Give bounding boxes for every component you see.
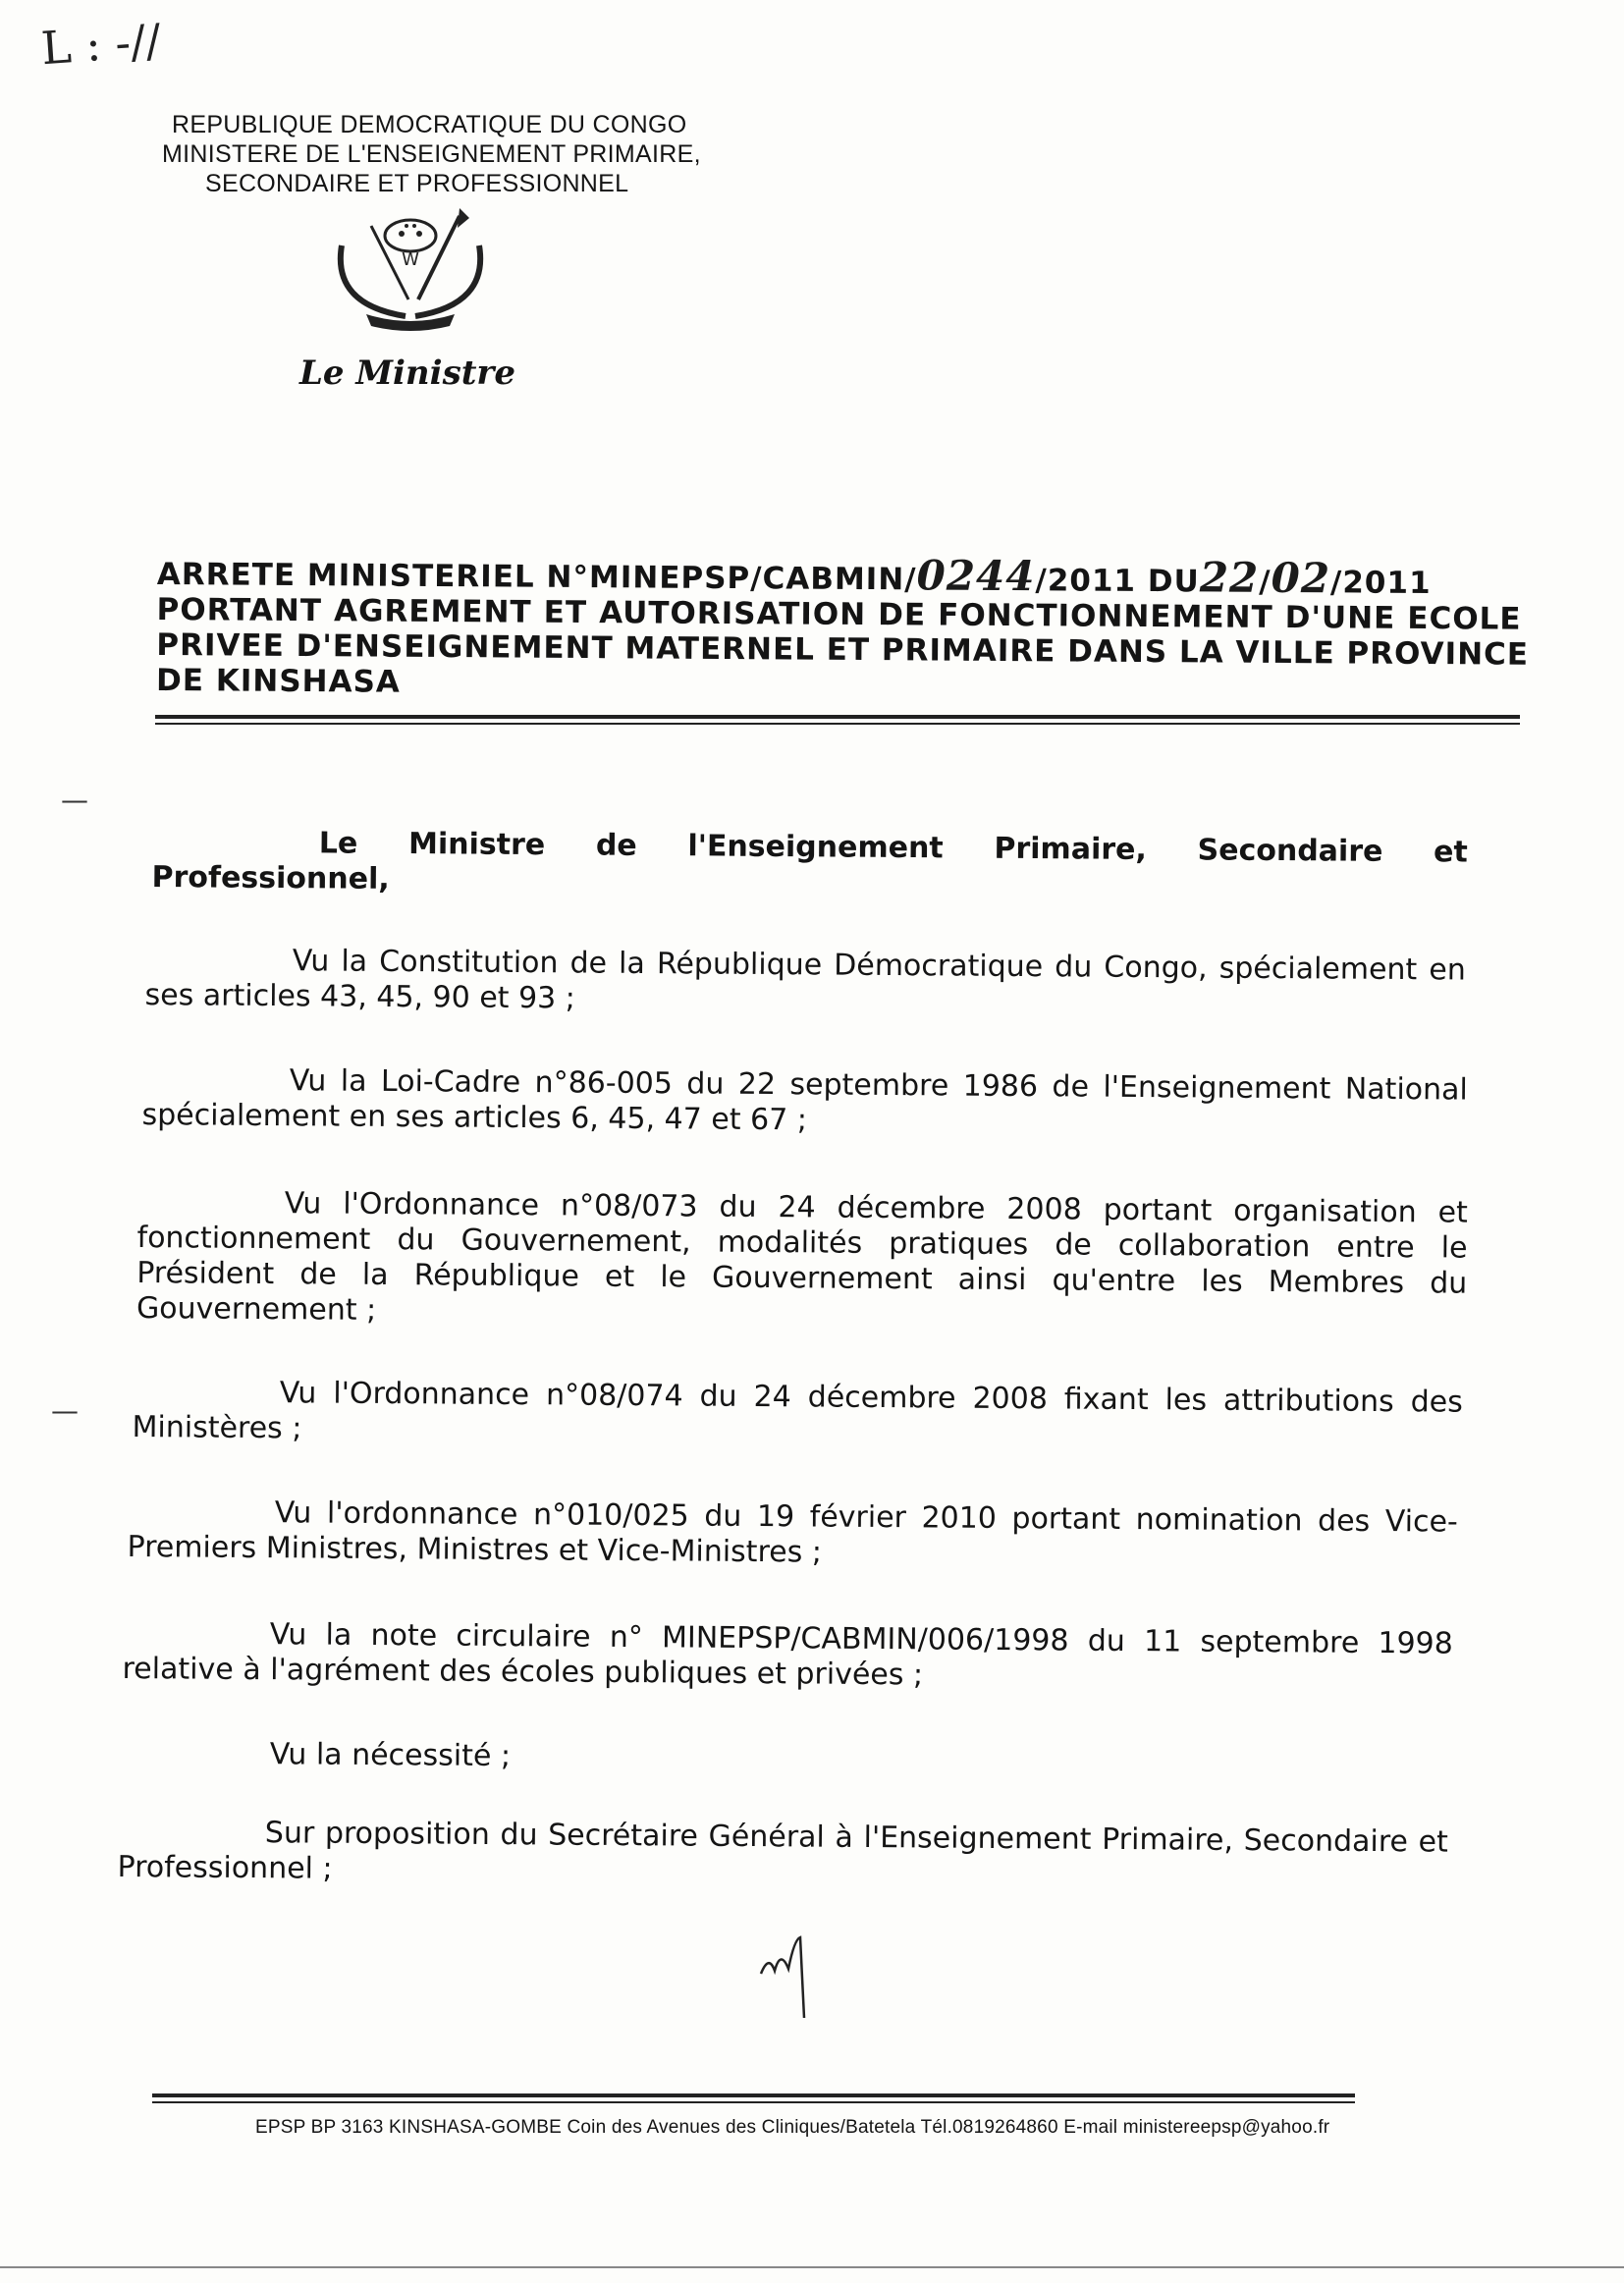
header-ministry-sub: SECONDAIRE ET PROFESSIONNEL: [205, 170, 629, 197]
paragraph-ordonnance-073: Vu l'Ordonnance n°08/073 du 24 décembre 2008 portant organisation et fonctionnement du Gouvernement, modalités pratiques de collaboration entre le Président de la République et le Gouvernement ainsi qu'entre les Membres du Gouvernement ;: [135, 1186, 1468, 1328]
title-rule-thin: [155, 723, 1520, 725]
initials-signature-icon: [751, 1930, 830, 2047]
header-republic: REPUBLIQUE DEMOCRATIQUE DU CONGO: [172, 111, 687, 138]
corner-handwritten-mark: L : -//: [39, 13, 163, 76]
decree-title-line4: DE KINSHASA: [155, 662, 402, 700]
footer-contact: EPSP BP 3163 KINSHASA-GOMBE Coin des Avenues des Cliniques/Batetela Tél.0819264860 E-mail ministereepsp@yahoo.fr: [255, 2117, 1330, 2138]
coat-of-arms-emblem: [312, 206, 509, 334]
handwritten-initials: [751, 1930, 830, 2047]
handwritten-decree-number: 0244: [916, 551, 1036, 601]
paragraph-note-circulaire: Vu la note circulaire n° MINEPSP/CABMIN/006/1998 du 11 septembre 1998 relative à l'agrément des écoles publiques et privées ;: [122, 1617, 1453, 1693]
handwritten-month: 02: [1271, 553, 1331, 603]
footer-rule: [152, 2093, 1355, 2097]
paragraph-proposition: Sur proposition du Secrétaire Général à l'Enseignement Primaire, Secondaire et Professionnel ;: [117, 1816, 1448, 1886]
svg-text:W: W: [402, 249, 419, 270]
preamble: Le Ministre de l'Enseignement Primaire, Secondaire et Professionnel,: [151, 826, 1468, 897]
handwritten-day: 22: [1199, 553, 1260, 602]
page-bottom-edge: [0, 2266, 1624, 2268]
paragraph-necessite: Vu la nécessité ;: [269, 1737, 512, 1774]
title-rule: [155, 715, 1520, 719]
decree-title-line1: ARRETE MINISTERIEL N°MINEPSP/CABMIN/0244/2011 DU22/02/2011: [156, 551, 1432, 603]
margin-dash-1: —: [61, 784, 88, 816]
letterhead: [162, 110, 701, 198]
decree-title-line3: PRIVEE D'ENSEIGNEMENT MATERNEL ET PRIMAIRE DANS LA VILLE PROVINCE: [156, 626, 1530, 673]
decree-title: [155, 551, 1530, 708]
ministre-signature-label: Le Ministre: [299, 353, 515, 393]
paragraph-constitution: Vu la Constitution de la République Démocratique du Congo, spécialement en ses articles 43, 45, 90 et 93 ;: [144, 944, 1466, 1016]
header-ministry: MINISTERE DE L'ENSEIGNEMENT PRIMAIRE,: [162, 140, 701, 168]
paragraph-ordonnance-074: Vu l'Ordonnance n°08/074 du 24 décembre 2008 fixant les attributions des Ministères ;: [132, 1376, 1463, 1446]
margin-dash-2: —: [51, 1394, 79, 1427]
paragraph-ordonnance-025: Vu l'ordonnance n°010/025 du 19 février 2010 portant nomination des Vice-Premiers Ministres, Ministres et Vice-Ministres ;: [127, 1495, 1458, 1570]
footer-rule-thin: [152, 2101, 1355, 2103]
coat-of-arms-icon: [312, 206, 509, 334]
decree-title-line2: PORTANT AGREMENT ET AUTORISATION DE FONCTIONNEMENT D'UNE ECOLE: [156, 591, 1522, 637]
paragraph-loi-cadre: Vu la Loi-Cadre n°86-005 du 22 septembre 1986 de l'Enseignement National spécialement en ses articles 6, 45, 47 et 67 ;: [141, 1063, 1468, 1138]
